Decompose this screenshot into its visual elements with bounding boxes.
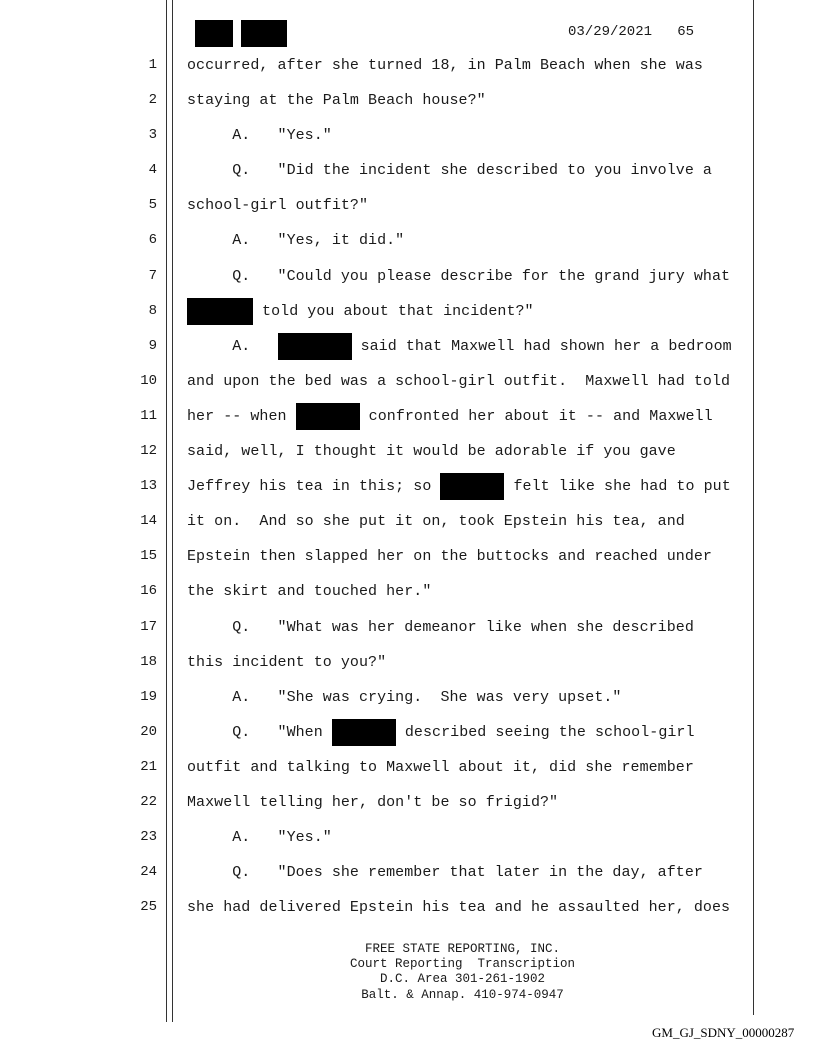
transcript-line bbox=[0, 653, 816, 688]
transcript-line bbox=[0, 56, 816, 91]
transcript-line bbox=[0, 337, 816, 372]
line-text: school-girl outfit?" bbox=[187, 197, 369, 215]
line-text: Q. "Does she remember that later in the day, after bbox=[187, 864, 703, 882]
transcript-line bbox=[0, 863, 816, 898]
line-number: 14 bbox=[140, 513, 157, 530]
line-number: 1 bbox=[148, 57, 157, 73]
footer-dc-phone: D.C. Area 301-261-1902 bbox=[379, 972, 546, 987]
transcript-line bbox=[0, 126, 816, 161]
line-number: 15 bbox=[140, 548, 157, 565]
transcript-line bbox=[0, 442, 816, 477]
line-number: 6 bbox=[148, 232, 157, 249]
transcript-line bbox=[0, 407, 816, 442]
line-text-after-redaction: told you about that incident?" bbox=[253, 302, 534, 320]
transcript-line bbox=[0, 196, 816, 231]
redaction-box bbox=[187, 298, 253, 325]
line-number: 4 bbox=[148, 162, 157, 179]
transcript-line bbox=[0, 512, 816, 547]
transcript-line bbox=[0, 898, 816, 933]
line-text: she had delivered Epstein his tea and he assaulted her, does bbox=[187, 899, 731, 917]
line-text: outfit and talking to Maxwell about it, did she remember bbox=[187, 758, 694, 776]
line-text bbox=[187, 337, 732, 360]
line-text: it on. And so she put it on, took Epstein his tea, and bbox=[187, 513, 685, 531]
redaction-box bbox=[440, 473, 504, 500]
line-text-after-redaction: confronted her about it -- and Maxwell bbox=[359, 407, 713, 425]
transcript-line bbox=[0, 828, 816, 863]
transcript-line bbox=[0, 582, 816, 617]
line-number: 5 bbox=[148, 197, 157, 214]
line-text: staying at the Palm Beach house?" bbox=[187, 92, 486, 110]
line-number: 22 bbox=[140, 793, 157, 810]
line-text: Q. "Could you please describe for the grand jury what bbox=[187, 267, 731, 285]
transcript-line bbox=[0, 793, 816, 828]
line-text: A. "Yes." bbox=[187, 829, 332, 847]
line-number: 23 bbox=[140, 829, 157, 846]
line-number: 10 bbox=[140, 372, 157, 389]
header-date-page: 03/29/2021 65 bbox=[568, 24, 695, 40]
line-number: 21 bbox=[140, 758, 157, 775]
transcript-line bbox=[0, 302, 816, 337]
line-text-before-redaction: Q. "When bbox=[187, 723, 332, 741]
transcript-line bbox=[0, 231, 816, 266]
footer-services: Court Reporting Transcription bbox=[349, 957, 576, 972]
line-text: occurred, after she turned 18, in Palm Beach when she was bbox=[187, 57, 703, 74]
line-text: said, well, I thought it would be adorable if you gave bbox=[187, 443, 676, 461]
line-text: and upon the bed was a school-girl outfit. Maxwell had told bbox=[187, 372, 731, 390]
header-redaction-2 bbox=[241, 20, 287, 47]
transcript-line bbox=[0, 688, 816, 723]
line-number: 2 bbox=[148, 92, 157, 109]
redaction-box bbox=[296, 403, 360, 430]
transcript-line bbox=[0, 618, 816, 653]
line-number: 20 bbox=[140, 723, 157, 740]
line-number: 24 bbox=[140, 864, 157, 881]
line-number: 16 bbox=[140, 583, 157, 600]
line-text-before-redaction: Jeffrey his tea in this; so bbox=[187, 478, 441, 496]
line-text: A. "She was crying. She was very upset." bbox=[187, 688, 622, 706]
transcript-line bbox=[0, 372, 816, 407]
line-text: Q. "What was her demeanor like when she described bbox=[187, 618, 694, 636]
redaction-box bbox=[278, 333, 352, 360]
line-text bbox=[187, 302, 534, 325]
line-number: 25 bbox=[140, 899, 157, 916]
footer bbox=[330, 942, 595, 1003]
line-text-before-redaction: her -- when bbox=[187, 407, 296, 425]
transcript-line bbox=[0, 723, 816, 758]
line-text-before-redaction: A. bbox=[187, 337, 278, 355]
line-number: 19 bbox=[140, 688, 157, 705]
bates-number: GM_GJ_SDNY_00000287 bbox=[652, 1025, 795, 1040]
line-number: 13 bbox=[140, 478, 157, 495]
header-redaction-1 bbox=[195, 20, 233, 47]
transcript-line bbox=[0, 267, 816, 302]
line-text-after-redaction: described seeing the school-girl bbox=[395, 723, 695, 741]
line-number: 17 bbox=[140, 618, 157, 635]
line-text: this incident to you?" bbox=[187, 653, 387, 671]
footer-company: FREE STATE REPORTING, INC. bbox=[364, 942, 561, 956]
transcript-line bbox=[0, 477, 816, 512]
line-number: 12 bbox=[140, 443, 157, 460]
line-number: 9 bbox=[148, 337, 157, 354]
footer-balt-phone: Balt. & Annap. 410-974-0947 bbox=[361, 987, 564, 1002]
transcript-line bbox=[0, 91, 816, 126]
line-text-after-redaction: said that Maxwell had shown her a bedroom bbox=[351, 337, 732, 355]
transcript-line bbox=[0, 758, 816, 793]
line-text-after-redaction: felt like she had to put bbox=[504, 478, 731, 496]
line-text bbox=[187, 723, 695, 746]
transcript-line bbox=[0, 547, 816, 582]
line-text: Q. "Did the incident she described to you involve a bbox=[187, 162, 712, 180]
line-number: 18 bbox=[140, 653, 157, 670]
line-number: 11 bbox=[140, 407, 157, 424]
line-text: Maxwell telling her, don't be so frigid?" bbox=[187, 793, 559, 811]
line-text: Epstein then slapped her on the buttocks and reached under bbox=[187, 548, 712, 566]
line-text: A. "Yes, it did." bbox=[187, 232, 405, 250]
transcript-line bbox=[0, 161, 816, 196]
line-number: 3 bbox=[148, 127, 157, 144]
line-text bbox=[187, 477, 731, 500]
line-number: 8 bbox=[148, 302, 157, 319]
line-text bbox=[187, 407, 713, 430]
line-text: A. "Yes." bbox=[187, 127, 332, 145]
line-text: the skirt and touched her." bbox=[187, 583, 432, 601]
line-number: 7 bbox=[148, 267, 157, 284]
transcript-lines bbox=[0, 56, 816, 933]
redaction-box bbox=[332, 719, 396, 746]
